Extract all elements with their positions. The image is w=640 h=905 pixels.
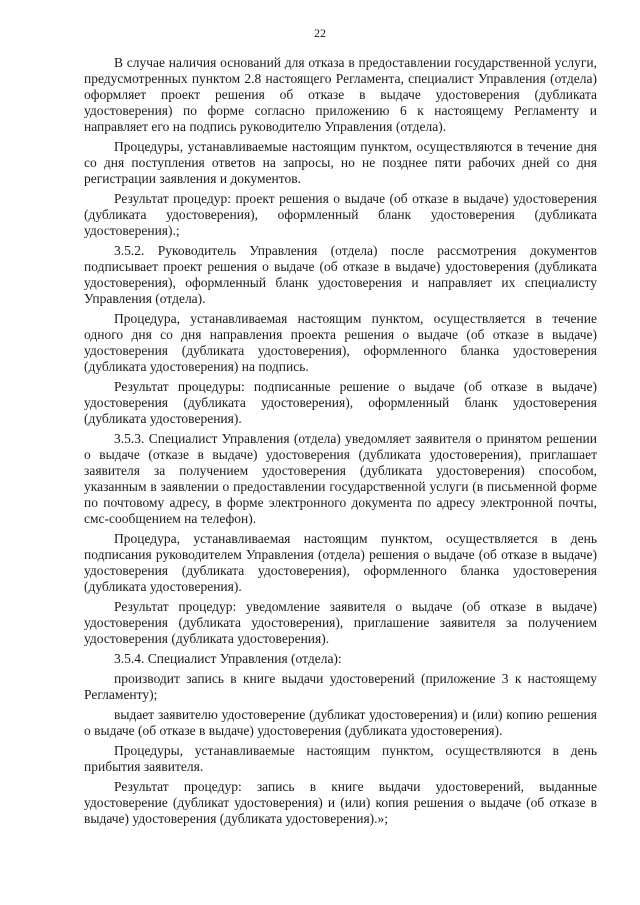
paragraph-refusal-draft: В случае наличия оснований для отказа в предоставлении государственной услуги, предусмотренных пунктом 2.8 настоящего Регламента, специалист Управления (отдела) оформляет проект решения об отказе в выдаче удостоверения (дубликата удостоверения) по форме согласно приложению 6 к настоящему Регламенту и направляет его на подпись руководителю Управления (отдела). bbox=[84, 55, 597, 134]
paragraph-procedure-result: Результат процедур: запись в книге выдачи удостоверений, выданные удостоверение (дубликат удостоверения) и (или) копия решения о выдаче (об отказе в выдаче) удостоверения (дубликата удостоверения).»; bbox=[84, 779, 597, 826]
paragraph-procedure-timing: Процедуры, устанавливаемые настоящим пунктом, осуществляются в день прибытия заявителя. bbox=[84, 743, 597, 774]
paragraph-list-item: выдает заявителю удостоверение (дубликат удостоверения) и (или) копию решения о выдаче (об отказе в выдаче) удостоверения (дубликата удостоверения). bbox=[84, 707, 597, 738]
paragraph-procedure-result: Результат процедур: уведомление заявителя о выдаче (об отказе в выдаче) удостоверения (дубликата удостоверения), приглашение заявителя за получением удостоверения (дубликата удостоверения). bbox=[84, 599, 597, 646]
paragraph-procedure-timing: Процедуры, устанавливаемые настоящим пунктом, осуществляются в течение дня со дня поступления ответов на запросы, но не позднее пяти рабочих дней со дня регистрации заявления и документов. bbox=[84, 139, 597, 186]
paragraph-procedure-timing: Процедура, устанавливаемая настоящим пунктом, осуществляется в день подписания руководителем Управления (отдела) решения о выдаче (об отказе в выдаче) удостоверения (дубликата удостоверения), оформленного бланка удостоверения (дубликата удостоверения). bbox=[84, 531, 597, 594]
page-number: 22 bbox=[314, 26, 326, 40]
paragraph-section-3-5-3: 3.5.3. Специалист Управления (отдела) уведомляет заявителя о принятом решении о выдаче (отказе в выдаче) удостоверения (дубликата удостоверения), приглашает заявителя за получением удостоверения (дубликата удостоверения) способом, указанным в заявлении о предоставлении государственной услуги (в письменной форме по почтовому адресу, в форме электронного документа по адресу электронной почты, смс-сообщением на телефон). bbox=[84, 431, 597, 526]
paragraph-procedure-result: Результат процедуры: подписанные решение о выдаче (об отказе в выдаче) удостоверения (дубликата удостоверения), оформленный бланк удостоверения (дубликата удостоверения). bbox=[84, 379, 597, 426]
paragraph-procedure-timing: Процедура, устанавливаемая настоящим пунктом, осуществляется в течение одного дня со дня направления проекта решения о выдаче (об отказе в выдаче) удостоверения (дубликата удостоверения), оформленного бланка удостоверения (дубликата удостоверения) на подпись. bbox=[84, 311, 597, 374]
paragraph-procedure-result: Результат процедур: проект решения о выдаче (об отказе в выдаче) удостоверения (дубликата удостоверения), оформленный бланк удостоверения (дубликата удостоверения).; bbox=[84, 191, 597, 238]
paragraph-list-item: производит запись в книге выдачи удостоверений (приложение 3 к настоящему Регламенту); bbox=[84, 671, 597, 702]
paragraph-section-3-5-2: 3.5.2. Руководитель Управления (отдела) после рассмотрения документов подписывает проект решения о выдаче (об отказе в выдаче) удостоверения (дубликата удостоверения), оформленный бланк удостоверения и направляет их специалисту Управления (отдела). bbox=[84, 243, 597, 306]
paragraph-section-3-5-4: 3.5.4. Специалист Управления (отдела): bbox=[114, 651, 342, 666]
document-body bbox=[84, 55, 597, 831]
